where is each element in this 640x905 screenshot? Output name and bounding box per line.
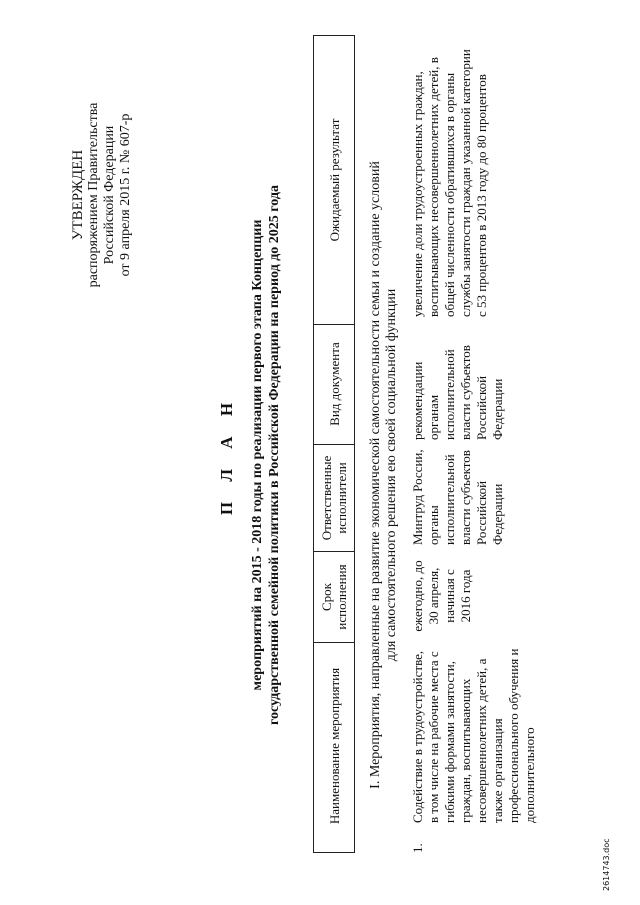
row-doc-type: рекомендации органам исполнительной власти субъектов Российской Федерации	[410, 345, 505, 440]
row-number: 1.	[410, 843, 425, 853]
header-executors: Ответственные исполнители	[319, 455, 349, 541]
row-term: ежегодно, до 30 апреля, начиная с 2016 года	[410, 560, 473, 632]
title-line-1: мероприятий на 2015 - 2018 годы по реализации первого этапа Концепции	[250, 219, 265, 691]
approval-line-1: распоряжением Правительства	[86, 102, 101, 288]
row-result: увеличение доли трудоустроенных граждан, воспитывающих несовершеннолетних детей, в общей численности обратившихся в органы службы занятости граждан указанной категории с 53 процентов в 2013 году до 80 процентов	[410, 49, 489, 317]
row-name: Содействие в трудоустройстве, в том числе на рабочие места с гибкими формами занятости, граждан, воспитывающих несовершеннолетних детей, а также организация профессионального обучения и дополнительного	[410, 648, 537, 823]
approval-heading: УТВЕРЖДЕН	[70, 149, 86, 241]
document-title	[218, 65, 283, 845]
col-divider-4	[313, 324, 355, 325]
header-result: Ожидаемый результат	[327, 118, 342, 242]
table-left-border	[313, 852, 355, 853]
col-divider-2	[313, 551, 355, 552]
section-title-line-2: для самостоятельного решения ею своей социальной функции	[384, 288, 399, 662]
file-code: 2614743.doc	[602, 838, 611, 891]
table-right-border	[313, 35, 355, 36]
header-doc-type: Вид документа	[327, 342, 342, 426]
header-name: Наименование мероприятия	[327, 667, 342, 825]
section-title	[368, 135, 400, 815]
approval-line-2: Российской Федерации	[102, 125, 117, 265]
col-divider-3	[313, 444, 355, 445]
header-term: Срок исполнения	[319, 564, 349, 630]
plan-heading: П Л А Н	[217, 394, 236, 516]
title-line-2: государственной семейной политики в Российской Федерации на период до 2025 года	[267, 185, 282, 725]
approval-line-3: от 9 апреля 2015 г. № 607-р	[118, 113, 133, 277]
section-title-line-1: I. Мероприятия, направленные на развитие экономической самостоятельности семьи и создание условий	[368, 161, 383, 789]
row-executors: Минтруд России, органы исполнительной власти субъектов Российской Федерации	[410, 449, 505, 545]
approval-stamp	[70, 45, 134, 345]
col-divider-1	[313, 642, 355, 643]
